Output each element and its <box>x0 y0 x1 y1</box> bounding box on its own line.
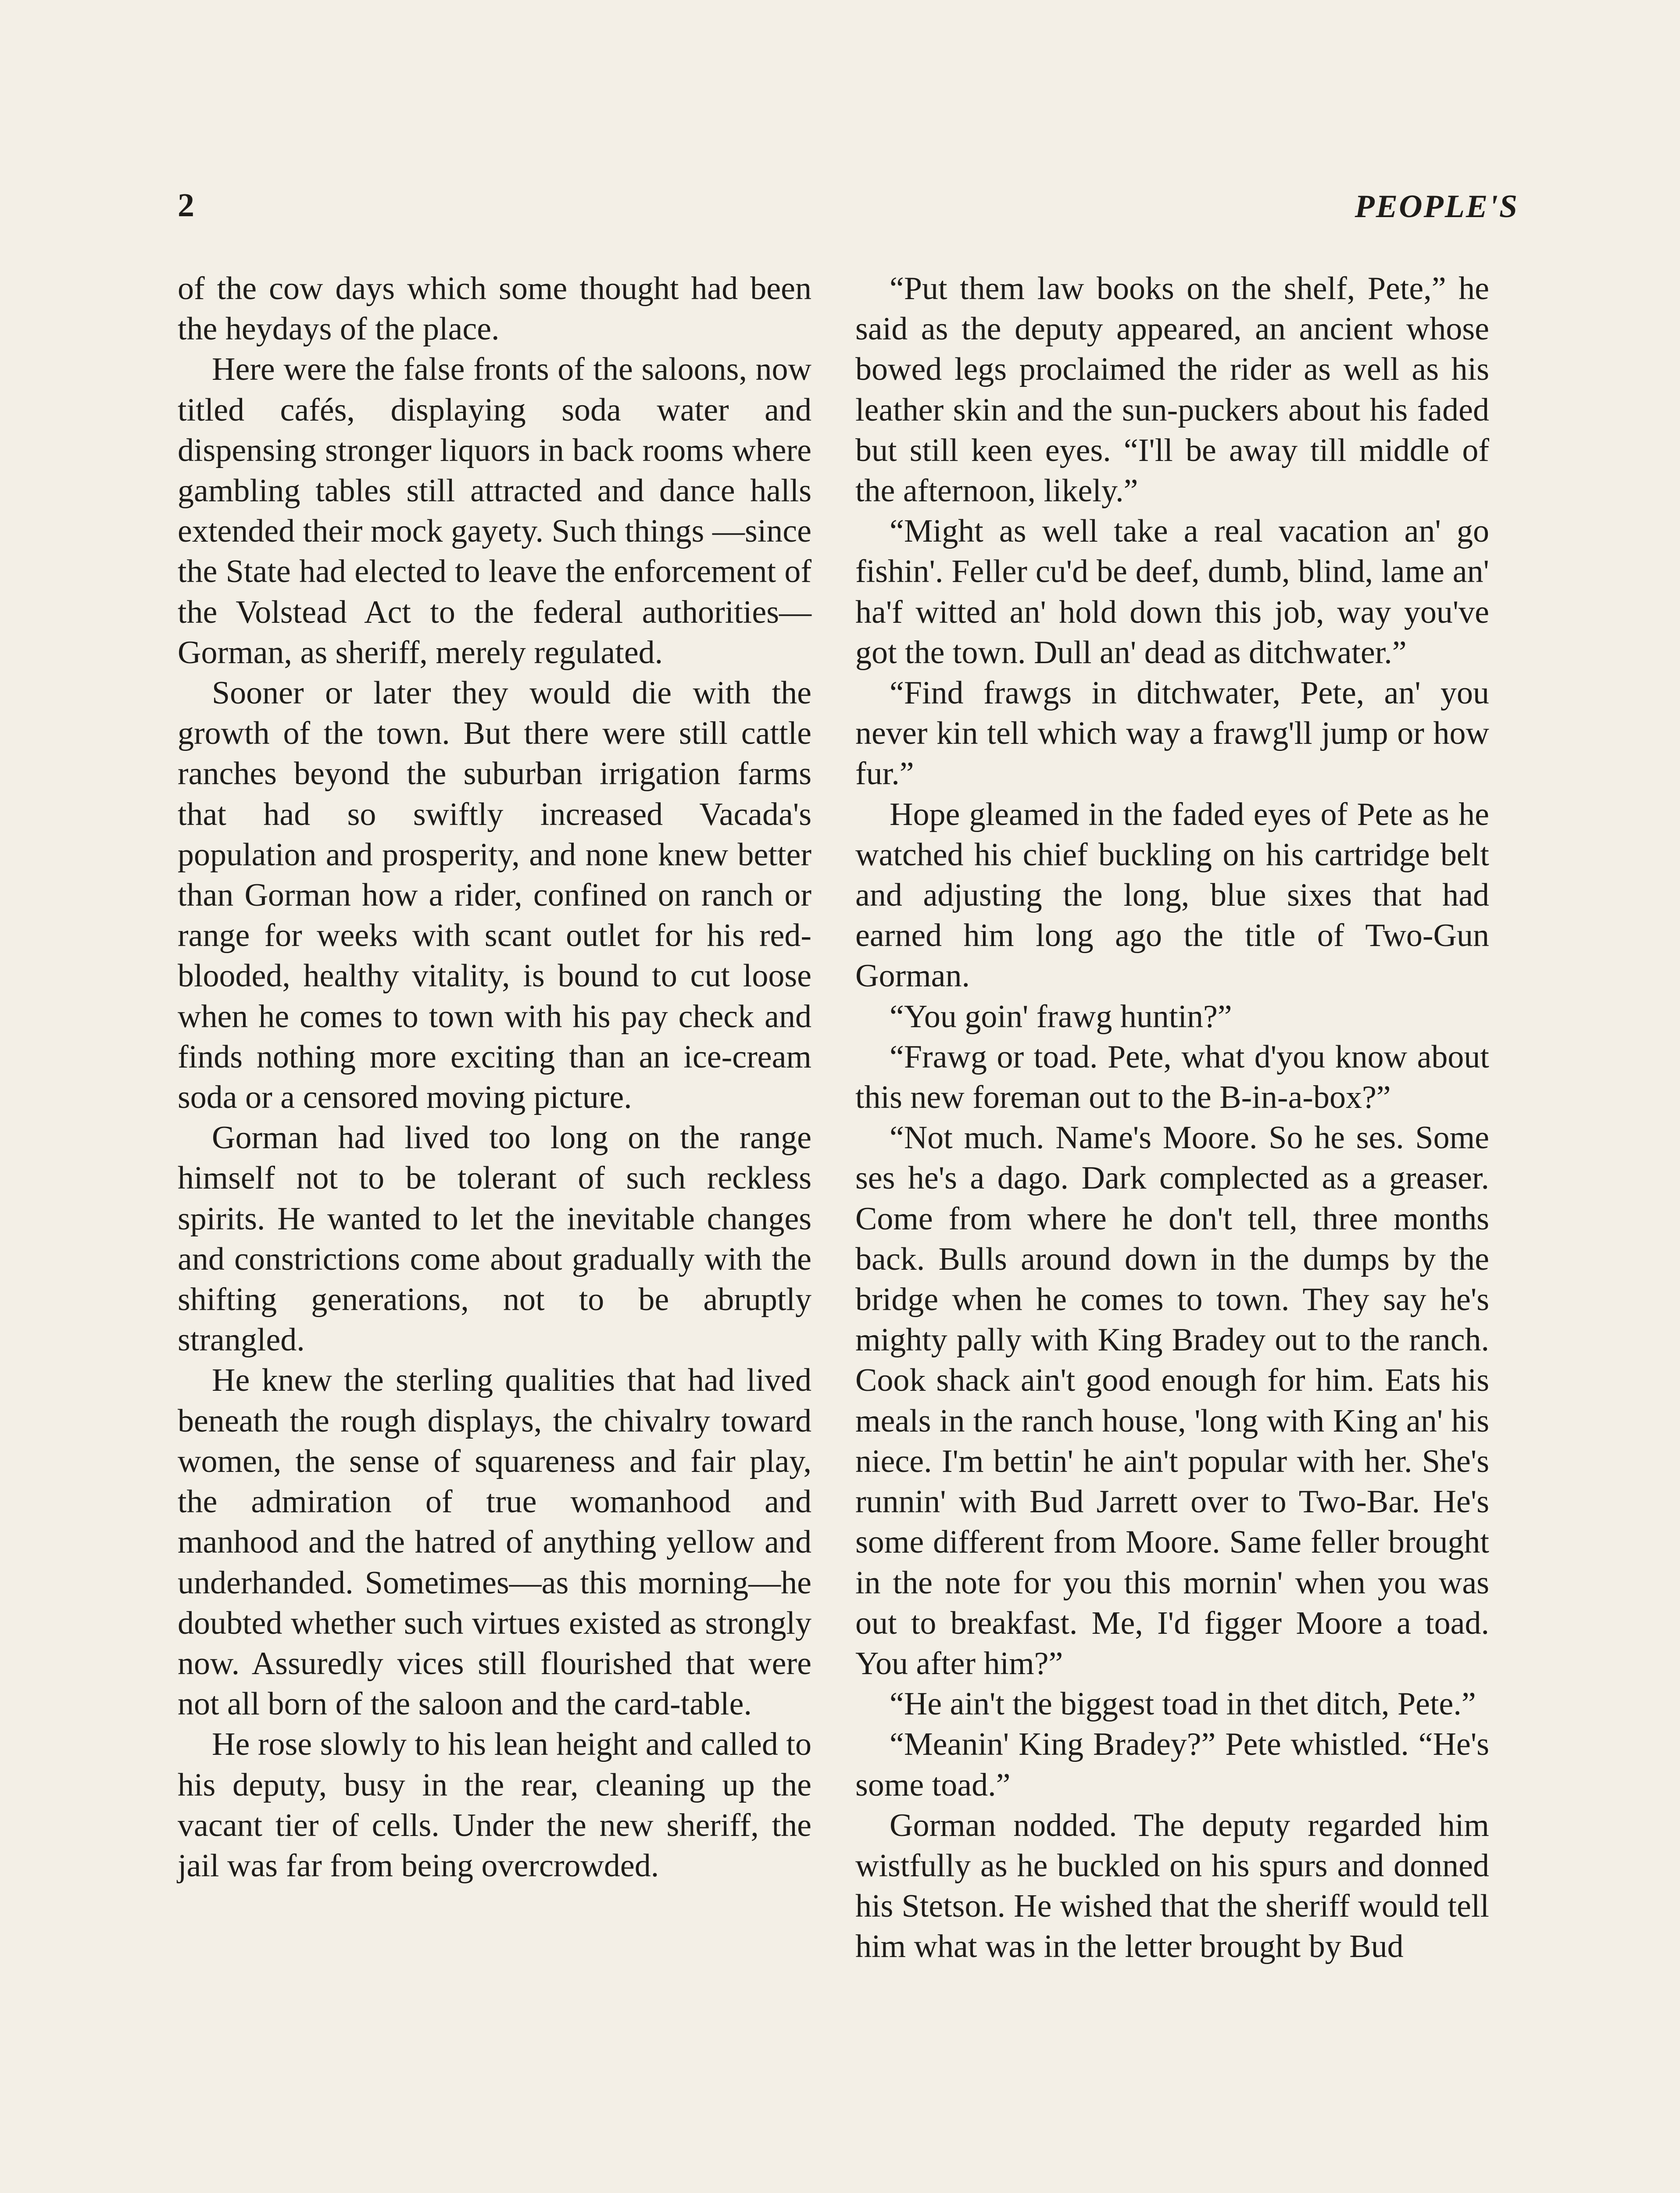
paragraph: “You goin' frawg huntin?” <box>890 998 1232 1035</box>
paragraph: He knew the sterling qualities that had lived beneath the rough displays, the chivalry toward women, the sense of squareness and fair play, the admiration of true womanhood and manhood and the hatred of anything yellow and underhanded. Sometimes—as this morning—he doubted whether such virtues existed as strongly now. Assuredly vices still flourished that were not all born of the saloon and the card-table. <box>178 1362 811 1722</box>
page-number: 2 <box>178 187 194 224</box>
paragraph: Here were the false fronts of the saloons, now titled cafés, displaying soda water and dispensing stronger liquors in back rooms where gambling tables still attracted and dance halls extended their mock gayety. Such things —since the State had elected to leave the enforcement of the Volstead Act to the federal authorities—Gorman, as sheriff, merely regulated. <box>178 351 811 671</box>
paragraph: He rose slowly to his lean height and called to his deputy, busy in the rear, cleaning up the vacant tier of cells. Under the new sheriff, the jail was far from being overcrowded. <box>178 1726 811 1884</box>
paragraph: “Might as well take a real vacation an' go fishin'. Feller cu'd be deef, dumb, blind, lame an' ha'f witted an' hold down this job, way you've got the town. Dull an' dead as ditchwater.” <box>855 513 1489 671</box>
running-head: PEOPLE'S <box>1355 189 1519 225</box>
paragraph: “Meanin' King Bradey?” Pete whistled. “He's some toad.” <box>855 1726 1489 1803</box>
paragraph: of the cow days which some thought had been the heydays of the place. <box>178 271 811 347</box>
paragraph: Gorman had lived too long on the range himself not to be tolerant of such reckless spirits. He wanted to let the inevitable changes and constrictions come about gradually with the shifting generations, not to be abruptly strangled. <box>178 1120 811 1358</box>
right-column <box>855 268 1489 1967</box>
paragraph: “He ain't the biggest toad in thet ditch, Pete.” <box>890 1686 1476 1722</box>
paragraph: “Put them law books on the shelf, Pete,” he said as the deputy appeared, an ancient whose bowed legs proclaimed the rider as well as his leather skin and the sun-puckers about his faded but still keen eyes. “I'll be away till middle of the afternoon, likely.” <box>855 271 1489 509</box>
left-column <box>178 268 811 1886</box>
paragraph: Hope gleamed in the faded eyes of Pete as he watched his chief buckling on his cartridge belt and adjusting the long, blue sixes that had earned him long ago the title of Two-Gun Gorman. <box>855 796 1489 994</box>
paragraph: Sooner or later they would die with the growth of the town. But there were still cattle ranches beyond the suburban irrigation farms that had so swiftly increased Vacada's population and prosperity, and none knew better than Gorman how a rider, confined on ranch or range for weeks with scant outlet for his red-blooded, healthy vitality, is bound to cut loose when he comes to town with his pay check and finds nothing more exciting than an ice-cream soda or a censored moving picture. <box>178 675 811 1116</box>
paragraph: “Find frawgs in ditchwater, Pete, an' you never kin tell which way a frawg'll jump or how fur.” <box>855 675 1489 792</box>
paragraph: Gorman nodded. The deputy regarded him wistfully as he buckled on his spurs and donned his Stetson. He wished that the sheriff would tell him what was in the letter brought by Bud <box>855 1807 1489 1965</box>
paragraph: “Not much. Name's Moore. So he ses. Some ses he's a dago. Dark complected as a greaser. Come from where he don't tell, three months back. Bulls around down in the dumps by the bridge when he comes to town. They say he's mighty pally with King Bradey out to the ranch. Cook shack ain't good enough for him. Eats his meals in the ranch house, 'long with King an' his niece. I'm bettin' he ain't popular with her. She's runnin' with Bud Jarrett over to Two-Bar. He's some different from Moore. Same feller brought in the note for you this mornin' when you was out to breakfast. Me, I'd figger Moore a toad. You after him?” <box>855 1120 1489 1682</box>
paragraph: “Frawg or toad. Pete, what d'you know about this new foreman out to the B-in-a-box?” <box>855 1039 1489 1116</box>
